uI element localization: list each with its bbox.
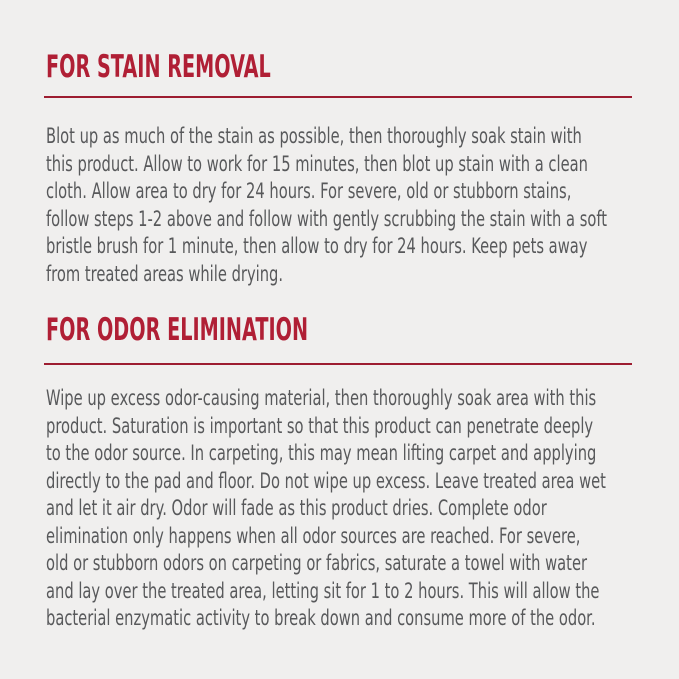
body-text-line: product. Saturation is important so that this product can penetrate deeply xyxy=(46,413,594,438)
odor-elimination-divider xyxy=(44,363,632,365)
body-text-line: Wipe up excess odor-causing material, then thoroughly soak area with this xyxy=(46,386,597,410)
body-text-line: follow steps 1-2 above and follow with gently scrubbing the stain with a soft xyxy=(46,206,608,231)
odor-elimination-paragraph xyxy=(46,385,679,633)
odor-elimination-heading: FOR ODOR ELIMINATION xyxy=(46,312,309,348)
body-text-line: bacterial enzymatic activity to break down and consume more of the odor. xyxy=(46,606,596,630)
body-text-line: and lay over the treated area, letting sit for 1 to 2 hours. This will allow the xyxy=(46,578,600,603)
body-text-line: cloth. Allow area to dry for 24 hours. For severe, old or stubborn stains, xyxy=(46,179,572,203)
stain-removal-divider xyxy=(44,96,632,98)
body-text-line: bristle brush for 1 minute, then allow to dry for 24 hours. Keep pets away xyxy=(46,234,588,258)
stain-removal-paragraph xyxy=(46,123,679,288)
stain-removal-heading: FOR STAIN REMOVAL xyxy=(46,49,271,85)
body-text-line: to the odor source. In carpeting, this may mean lifting carpet and applying xyxy=(46,441,597,465)
body-text-line: directly to the pad and floor. Do not wipe up excess. Leave treated area wet xyxy=(46,468,606,493)
body-text-line: and let it air dry. Odor will fade as this product dries. Complete odor xyxy=(46,496,547,520)
body-text-line: elimination only happens when all odor sources are reached. For severe, xyxy=(46,523,581,548)
body-text-line: Blot up as much of the stain as possible, then thoroughly soak stain with xyxy=(46,124,582,148)
body-text-line: old or stubborn odors on carpeting or fabrics, saturate a towel with water xyxy=(46,551,588,575)
body-text-line: this product. Allow to work for 15 minutes, then blot up stain with a clean xyxy=(46,151,588,176)
body-text-line: from treated areas while drying. xyxy=(46,261,284,286)
